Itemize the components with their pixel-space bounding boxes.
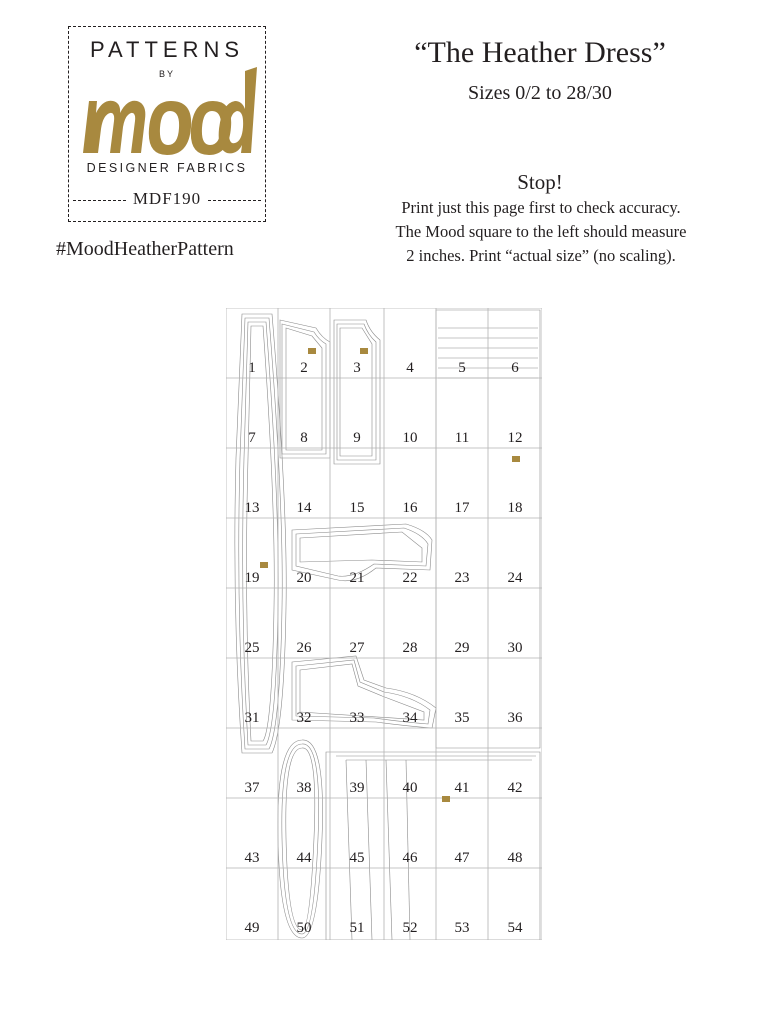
tile-number: 8 [300, 430, 308, 446]
tile-number: 35 [454, 710, 470, 726]
tile-number: 34 [402, 710, 418, 726]
tile-number: 22 [402, 570, 418, 586]
instruction-line: Print just this page first to check accuracy. [401, 198, 681, 217]
tile-number: 44 [296, 850, 312, 866]
tile-number: 48 [507, 850, 523, 866]
tile-number: 36 [507, 710, 523, 726]
tile-number: 51 [349, 920, 365, 936]
mini-mood-logo-icon [512, 456, 520, 462]
mini-mood-logo-icon [260, 562, 268, 568]
tile-number: 18 [507, 500, 523, 516]
mini-mood-logo-icon [360, 348, 368, 354]
logo-patterns-text: PATTERNS [89, 37, 245, 62]
tile-number: 14 [296, 500, 312, 516]
tile-number: 26 [296, 640, 312, 656]
tile-number: 15 [349, 500, 365, 516]
tile-number: 5 [458, 360, 466, 376]
instruction-line: The Mood square to the left should measure [395, 222, 687, 241]
pattern-pieces-drawing [226, 308, 542, 940]
tile-number: 23 [454, 570, 470, 586]
tile-number: 27 [349, 640, 365, 656]
stop-heading: Stop! [517, 170, 563, 194]
tile-number: 45 [349, 850, 365, 866]
tile-number: 49 [244, 920, 260, 936]
tile-number: 2 [300, 360, 308, 376]
tile-number: 41 [454, 780, 470, 796]
tile-number: 43 [244, 850, 260, 866]
tile-number: 10 [402, 430, 418, 446]
tile-number: 6 [511, 360, 519, 376]
tile-number: 11 [454, 430, 470, 446]
tile-number: 47 [454, 850, 470, 866]
tile-number: 37 [244, 780, 260, 796]
print-instructions [346, 196, 736, 268]
tile-number: 19 [244, 570, 260, 586]
mini-mood-logo-icon [308, 348, 316, 354]
tile-number: 21 [349, 570, 365, 586]
tile-number: 46 [402, 850, 418, 866]
tile-number: 28 [402, 640, 418, 656]
hashtag: #MoodHeatherPattern [56, 238, 234, 260]
tile-number: 9 [353, 430, 361, 446]
pattern-title: “The Heather Dress” [414, 36, 666, 69]
mood-brand-wordmark [75, 61, 259, 161]
tile-number: 20 [296, 570, 312, 586]
tile-number: 7 [248, 430, 256, 446]
tile-number: 4 [406, 360, 414, 376]
logo-designer-fabrics-text: DESIGNER FABRICS [86, 161, 248, 175]
tile-number: 30 [507, 640, 523, 656]
tile-number: 40 [402, 780, 418, 796]
tile-number: 31 [244, 710, 260, 726]
size-range: Sizes 0/2 to 28/30 [468, 82, 612, 104]
tile-number: 42 [507, 780, 523, 796]
tile-number: 50 [296, 920, 312, 936]
tile-number: 17 [454, 500, 470, 516]
pattern-code [69, 189, 265, 209]
instruction-line: 2 inches. Print “actual size” (no scaling). [406, 246, 676, 265]
logo-by-text: BY [158, 69, 175, 79]
tile-layout-map [226, 308, 542, 940]
tile-number: 52 [402, 920, 418, 936]
tile-number: 1 [248, 360, 256, 376]
tile-number: 39 [349, 780, 365, 796]
pattern-code-text: MDF190 [127, 189, 207, 208]
tile-number: 16 [402, 500, 418, 516]
tile-number: 3 [353, 360, 361, 376]
tile-number: 13 [244, 500, 260, 516]
tile-number: 54 [507, 920, 523, 936]
tile-number: 38 [296, 780, 312, 796]
tile-number: 24 [507, 570, 523, 586]
mood-logo-square [68, 26, 266, 222]
tile-number: 25 [244, 640, 260, 656]
tile-number: 12 [507, 430, 523, 446]
tile-number: 29 [454, 640, 470, 656]
tile-number: 33 [349, 710, 365, 726]
tile-number: 32 [296, 710, 312, 726]
tile-number: 53 [454, 920, 470, 936]
